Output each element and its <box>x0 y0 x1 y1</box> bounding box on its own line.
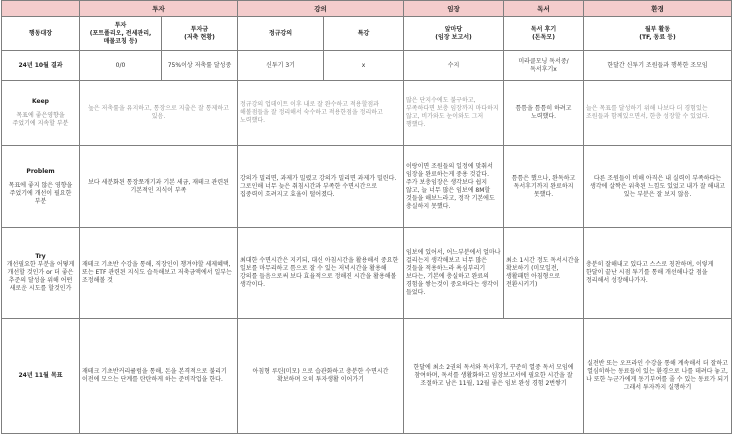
result-invest-a: 0/0 <box>80 51 162 81</box>
problem-venue: 이랑이면 조원들의 일정에 맞춰서 임장을 완료하는게 중용 것같다. 주가 보충임장은 생각보다 쉽지 않고, 늘 너무 많은 임보에 8M할 것들을 해보느라고, 정작 기본에도 충실하지 못했다. <box>404 146 504 228</box>
try-lecture: 최대한 수면시간은 지키되, 대신 아침시간을 활용해서 중요한 일보를 마무리하고 틈으로 잘 수 있는 저녁시간을 활용해 강의를 들음으로써 보다 효율적으로 정해진 시간을 활용해볼 생각이다. <box>238 228 404 319</box>
col-venue-a: 앞마당 (임장 보고서) <box>404 17 504 51</box>
try-label: Try <box>35 253 46 260</box>
keep-row <box>2 81 732 146</box>
goal-env: 실전반 또는 오프라인 수강을 통해 계속해서 더 잘하고 열심히하는 동료들이 있는 환경으로 나를 데려다 놓고, 나 또한 누군가에게 동기부여를 줄 수 있는 동료가 되기 그래서 투자까지 실행하기 <box>584 319 732 434</box>
col-env-a: 월부 활동 (TF, 동료 등) <box>584 17 732 51</box>
row-label-header: 행동대장 <box>2 17 80 51</box>
problem-reading: 틈틈은 했으나, 완독하고 독서후기까지 완료하지 못했다. <box>504 146 584 228</box>
col-lecture-a: 정규강의 <box>238 17 324 51</box>
problem-label-cell <box>2 146 80 228</box>
try-row <box>2 228 732 319</box>
group-lecture: 강의 <box>238 1 404 17</box>
try-env: 충분히 잘해내고 있다고 스스로 칭찬하며, 이렇게 한달이 끝난 시점 투기를 통해 개선해나갈 점을 정리해서 성장해나가자. <box>584 228 732 319</box>
col-invest-b: 투자금 (저축 현황) <box>162 17 238 51</box>
goal-lecture: 아침형 루틴(미모) 으로 습관화하고 충분한 수면시간 확보하며 오히 투자생활 이어가기 <box>238 319 404 434</box>
col-lecture-b: 특강 <box>324 17 404 51</box>
try-venue: 임보에 있어서, 어느부분에서 얼마나 걸리는지 생각해보고 너무 많은 것들을 적용하느라 욕심부리기 보다는, 기본에 충실하고 완료의 경험을 쌓는것이 중요하다는 생각이 들었다. <box>404 228 504 319</box>
col-reading-a: 독서 후기 (돈독모) <box>504 17 584 51</box>
goal-label: 24년 11월 목표 <box>2 319 80 434</box>
try-desc: 개선필요한 부분을 어떻게 개선할 것인가 or 더 좋은 추준의 달성을 위해 어떤 새로운 시도를 할것인가 <box>6 261 75 292</box>
result-lecture-a: 신투기 3기 <box>238 51 324 81</box>
col-invest-a: 투자 (포트폴리오, 전세관리, 매물코칭 등) <box>80 17 162 51</box>
try-invest: 재테크 기초반 수강을 통해, 직장인이 챙겨야할 세제혜택, 또는 ETF 관련된 지식도 습득해보고 저축금액에서 일부는 조정해볼 것 <box>80 228 238 319</box>
group-reading: 독서 <box>504 1 584 17</box>
goal-invest: 재테크 기초반커리큘럼을 통해, 돈을 본격적으로 불리기 이전에 모으는 단계를 탄탄하게 하는 준비작업을 한다. <box>80 319 238 434</box>
keep-reading: 틈틈을 틈틈히 하려고 노력했다. <box>504 81 584 146</box>
result-venue-a: 수지 <box>404 51 504 81</box>
keep-venue: 많은 단지수에도 불구하고, 부족하다면 보충 임장까지 마다하지 않고, 비가와도 눈이와도 그저 행했다. <box>404 81 504 146</box>
result-lecture-b: x <box>324 51 404 81</box>
group-venue: 임장 <box>404 1 504 17</box>
header-corner <box>2 1 80 17</box>
result-reading-a: 미라클모닝 독서중/독서후기x <box>504 51 584 81</box>
retrospective-table <box>1 0 732 434</box>
goal-venue-reading: 한달에 최소 2권의 독서와 독서후기, 꾸준히 열중 독서 모임에 참여하며, 독서를 생활화하고 임장보고서에 필요한 시간을 잘 조절하고 남은 11월, 12월 좋은 임보 완성 경험 2번쌓기 <box>404 319 584 434</box>
problem-lecture: 강의가 밀리면, 과제가 밀렸고 강의가 밀리면 과제가 밀린다. 그로인해 너무 늦은 취침시간과 부족한 수면시간으로 집중력이 흐려지고 효율이 떨어졌다. <box>238 146 404 228</box>
problem-row <box>2 146 732 228</box>
problem-invest: 보다 세분화된 통장쪼개기과 기본 세금, 재테크 관련된 기본적인 지식이 부족 <box>80 146 238 228</box>
keep-lecture: 정규강의 업데이트 이후 내로 잘 완수하고 적용할점과 해볼점들을 잘 정리해서 숙수하고 적용한점을 정리하고 노력했다. <box>238 81 404 146</box>
try-reading: 최소 1시간 정도 독서시간을 확보하기 (미모일전, 생활패턴 아침형으로 전환시키기) <box>504 228 584 319</box>
keep-desc: 목표에 좋은영향을 주었기에 지속할 부분 <box>12 112 69 127</box>
result-invest-b: 75%이상 저축률 달성중 <box>162 51 238 81</box>
result-label: 24년 10월 결과 <box>2 51 80 81</box>
result-env-a: 한달간 신투기 조원들과 행복한 조모임 <box>584 51 732 81</box>
group-invest: 투자 <box>80 1 238 17</box>
keep-label: Keep <box>32 98 49 105</box>
problem-env: 다른 조원들이 비해 아직은 내 실력이 부족하다는 생각에 살짝은 위축된 느낌도 있었고 내가 잘 해내고 있는 부분은 잘 보지 않음. <box>584 146 732 228</box>
result-row <box>2 51 732 81</box>
keep-env: 늘은 목표를 달성하기 위해 나보다 더 경험있는 조원들과 함께있으면서, 한층 성장할 수 있었다. <box>584 81 732 146</box>
keep-invest: 높은 저축률을 유지하고, 통장으로 지출은 잘 통제하고 있음. <box>80 81 238 146</box>
keep-label-cell <box>2 81 80 146</box>
group-env: 환경 <box>584 1 732 17</box>
try-label-cell <box>2 228 80 319</box>
goal-row <box>2 319 732 434</box>
problem-desc: 목표에 좋지 않은 영향을 주었기에 개선이 필요한 부분 <box>8 181 73 205</box>
group-header-row <box>2 1 732 17</box>
column-header-row <box>2 17 732 51</box>
problem-label: Problem <box>26 167 55 175</box>
